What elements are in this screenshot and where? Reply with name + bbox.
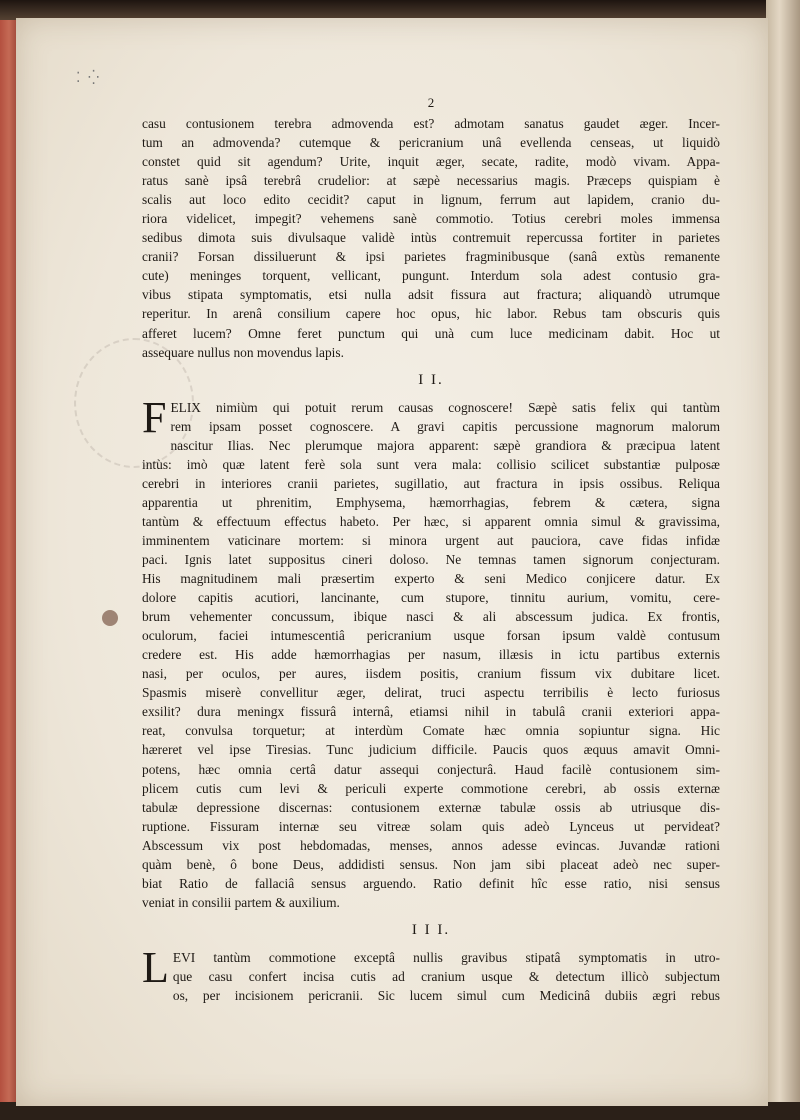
text-line: Abscessum vix post hebdomadas, menses, annos adesse evincas. Juvandæ rationi — [142, 837, 720, 853]
text-line: plicem cutis cum levi & periculi experte commotione cerebri, ab ossis externæ — [142, 780, 720, 796]
text-line: potens, hæc omnia certâ datur assequi conjecturâ. Haud facilè contusionem sim- — [142, 761, 720, 777]
intro-paragraph — [142, 114, 720, 362]
text-line: veniat in consilii partem & auxilium. — [142, 894, 340, 910]
ink-spot — [102, 610, 118, 626]
text-line: os, per incisionem pericranii. Sic lucem simul cum Medicinâ dubiis ægri rebus — [172, 987, 720, 1003]
text-line: Spasmis miserè convellitur æger, delirat, truci aspectu terribilis è lecto furiosus — [142, 685, 720, 701]
text-line: vibus stipata symptomatis, etsi nulla adsit fissura aut fractura; aliquandò utrumque — [142, 287, 720, 303]
text-line: apparentia ut phrenitim, Emphysema, hæmorrhagias, febrem & cætera, signa — [142, 494, 720, 510]
text-block — [142, 96, 720, 1005]
text-line: nasi, per oculos, per aures, iisdem positis, cranium fissum vix dubitare licet. — [142, 666, 720, 682]
text-line: exsilit? dura meningx fissurâ internâ, etiamsi nihil in tabulâ cranii exteriori appa- — [142, 704, 720, 720]
text-line: ruptione. Fissuram internæ seu vitreæ solam quis adeò Lynceus ut pervideat? — [142, 818, 720, 834]
text-line: ratus sanè ipsâ terebrâ crudelior: at sæpè necessarius magis. Præceps quispiam è — [142, 173, 720, 189]
section-2-paragraph — [142, 392, 720, 912]
text-line: EVI tantùm commotione exceptâ nullis gravibus stipatâ symptomatis in utro- — [172, 949, 720, 965]
text-line: tantùm & effectuum effectus habeto. Per hæc, si apparent omnia simul & gravissima, — [142, 513, 720, 529]
text-line: biat Ratio de fallaciâ sensus arguendo. Ratio definit hîc esse ratio, nisi sensus — [142, 875, 720, 891]
margin-marks: ⁚ ⁛ — [76, 71, 102, 86]
text-line: His magnitudinem mali præsertim experto & seni Medico conjicere datur. Ex — [142, 571, 720, 587]
section-heading-3: I I I. — [411, 921, 451, 938]
text-line: reat, convulsa torquetur; at interdùm Comate hæc omnia sopiuntur signa. Hic — [142, 723, 720, 739]
text-line: constet quid sit agendum? Urite, inquit æger, secate, radite, modò vivam. Appa- — [142, 154, 720, 170]
text-line: paci. Ignis latet suppositus cineri doloso. Ne temnas tamen signorum conjecturam. — [142, 551, 720, 567]
section-3-paragraph — [142, 942, 720, 1005]
text-line: credere est. His adde hæmorrhagias per nasum, illæsis in ictu partibus externis — [142, 647, 720, 663]
text-line: cerebri in interiores cranii parietes, sugillatio, aut fractura in ipsis ossibus. Reliqua — [142, 475, 720, 491]
text-line: cute) meninges torquent, vellicant, pungunt. Interdum sola adest contusio gra- — [142, 268, 720, 284]
text-line: scalis aut loco edito cecidit? caput in lignum, ferrum aut lapidem, cranio du- — [142, 192, 720, 208]
text-line: casu contusionem terebra admovenda est? admotam sanatus gaudet æger. Incer- — [142, 116, 720, 131]
drop-cap: L — [142, 942, 169, 992]
text-line: assequare nullus non movendus lapis. — [142, 344, 344, 360]
text-line: tabulæ depressione discernas: contusionem externæ tabulæ ossis ab utriusque dis- — [142, 799, 720, 815]
book-next-page-edge — [766, 0, 800, 1120]
section-heading-2: I I. — [418, 371, 444, 388]
text-line: brum vehementer concussum, ibique nasci & ali abscessum judica. Ex frontis, — [142, 609, 720, 625]
text-line: dolore capitis acutiori, lancinante, cum stupore, tinnitu aurium, vomitu, cere- — [142, 590, 720, 606]
text-line: sedibus dimota suis divulsaque validè intùs contremuit repercussa fortiter in parietes — [142, 230, 720, 246]
text-line: intùs: imò quæ latent ferè sola sunt vera mala: collisio scilicet substantiæ pulposæ — [142, 456, 720, 472]
text-line: ELIX nimiùm qui potuit rerum causas cognoscere! Sæpè satis felix qui tantùm — [170, 399, 720, 415]
text-line: afferet lucem? Omne feret punctum qui unà cum luce medicinam dabit. Hoc ut — [142, 325, 720, 341]
text-line: hæreret vel ipse Tiresias. Tunc judicium difficile. Paucis quos æquus amavit Omni- — [142, 742, 720, 758]
drop-cap: F — [142, 392, 167, 442]
text-line: riora videlicet, impegit? vehemens sanè commotio. Totius cerebri moles immensa — [142, 211, 720, 227]
page-number: 2 — [427, 95, 435, 110]
text-line: que casu confert incisa cutis ad cranium usque & detectum illicò subjectum — [172, 968, 720, 984]
text-line: cranii? Forsan dissiluerunt & ipsi parietes fragminibusque (sanâ extùs remanente — [142, 249, 720, 265]
text-line: quàm benè, ô bone Deus, addidisti sensus. Non jam sibi placeat adeò nec super- — [142, 856, 720, 872]
text-line: tum an admovenda? cutemque & pericranium unâ evellenda censeas, ut liquidò — [142, 135, 720, 151]
text-line: oculorum, faciei intumescentiâ pericranium usque forsan ipsum valdè contusum — [142, 628, 720, 644]
text-line: reperitur. In arenâ consilium capere hoc opus, hic labor. Rebus tam obscuris quis — [142, 306, 720, 322]
text-line: imminentem vaticinare mortem: si minora urgent aut pauciora, cave fidas infidæ — [142, 532, 720, 548]
text-line: rem ipsam posset cognoscere. A gravi capitis percussione magnorum malorum — [170, 418, 720, 434]
text-line: nascitur Ilias. Nec plerumque majora apparent: sæpè grandiora & præcipua latent — [170, 437, 720, 453]
